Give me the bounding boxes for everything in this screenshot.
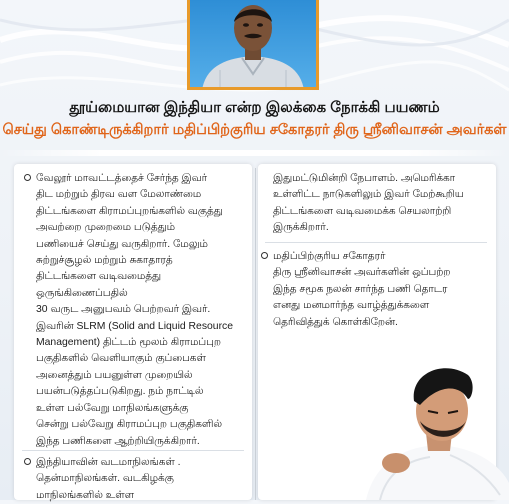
text-line: மாநிலங்களில் உள்ள <box>36 489 134 501</box>
text-line: ஒருங்கிணைப்பதில் <box>36 287 128 299</box>
text-line: 30 வருட அனுபவம் பெற்றவர் இவர். <box>36 304 211 316</box>
item-separator <box>22 450 244 451</box>
person-figure <box>360 355 509 500</box>
portrait-figure <box>190 0 316 90</box>
text-line: இந்த சமூக நலன் சார்ந்த பணி தொடர <box>273 283 448 295</box>
text-line: திட்டங்களை வடிவமைத்து <box>36 271 162 283</box>
text-line: தெரிவித்துக் கொள்கிறேன். <box>273 316 398 328</box>
text-line: அனைத்தும் பயனுள்ள முறையில் <box>36 369 193 381</box>
person-photo <box>360 355 509 500</box>
text-line: எனது மனமார்ந்த வாழ்த்துக்களை <box>273 300 430 312</box>
text-line: திட்டங்களை வடிவமைக்க செயலாற்றி <box>273 205 452 217</box>
headline-line-1: தூய்மையான இந்தியா என்ற இலக்கை நோக்கி பயணம் <box>69 99 440 116</box>
text-line: இருக்கிறார். <box>273 222 329 234</box>
portrait-photo <box>187 0 319 90</box>
text-line: உள்ளிட்ட நாடுகளிலும் இவர் மேற்கூறிய <box>273 189 464 201</box>
headline-line-2: செய்து கொண்டிருக்கிறார் மதிப்பிற்குரிய சகோதரர் திரு ஸ்ரீனிவாசன் அவர்கள் <box>2 122 507 138</box>
text-line: தென்மாநிலங்கள். வடகிழக்கு <box>36 473 174 485</box>
bullet-icon <box>24 174 31 181</box>
text-line: சென்று பல்வேறு கிராமப்புற பகுதிகளில் <box>36 419 223 431</box>
item-separator <box>265 242 487 243</box>
text-line: உள்ள பல்வேறு மாநிலங்களுக்கு <box>36 402 189 414</box>
bullet-icon <box>261 252 268 259</box>
text-line: பணியைச் செய்து வருகிறார். மேலும் <box>36 238 208 250</box>
text-line: மதிப்பிற்குரிய சகோதரர் <box>273 251 386 262</box>
text-line: இந்த பணிகளை ஆற்றியிருக்கிறார். <box>36 435 200 447</box>
text-line: இதுமட்டுமின்றி நேபாளம். அமெரிக்கா <box>273 173 456 184</box>
text-line: Management) திட்டம் மூலம் கிராமப்புற <box>36 337 221 349</box>
text-line: பயன்படுத்தப்படுகிறது. நம் நாட்டில் <box>36 386 204 398</box>
text-line: வேலூர் மாவட்டத்தைச் சேர்ந்த இவர் <box>36 173 207 184</box>
text-line: அவற்றை முறைமை படுத்தும் <box>36 222 176 234</box>
text-line: திரு ஸ்ரீனிவாசன் அவர்களின் ஒப்பற்ற <box>273 267 451 279</box>
text-line: திட மற்றும் திரவ வள மேலாண்மை <box>36 189 202 201</box>
bullet-icon <box>24 458 31 465</box>
text-line: இவரின் SLRM (Solid and Liquid Resource <box>36 320 234 332</box>
text-line: சுற்றுச்சூழல் மற்றும் சுகாதாரத் <box>36 255 173 267</box>
text-line: இந்தியாவின் வடமாநிலங்கள் . <box>36 457 181 468</box>
text-line: திட்டங்களை கிராமப்புறங்களில் வகுத்து <box>36 205 223 217</box>
column-divider <box>255 168 256 500</box>
divider <box>0 150 509 156</box>
text-line: பகுதிகளில் வெளியாகும் குப்பைகள் <box>36 353 206 365</box>
